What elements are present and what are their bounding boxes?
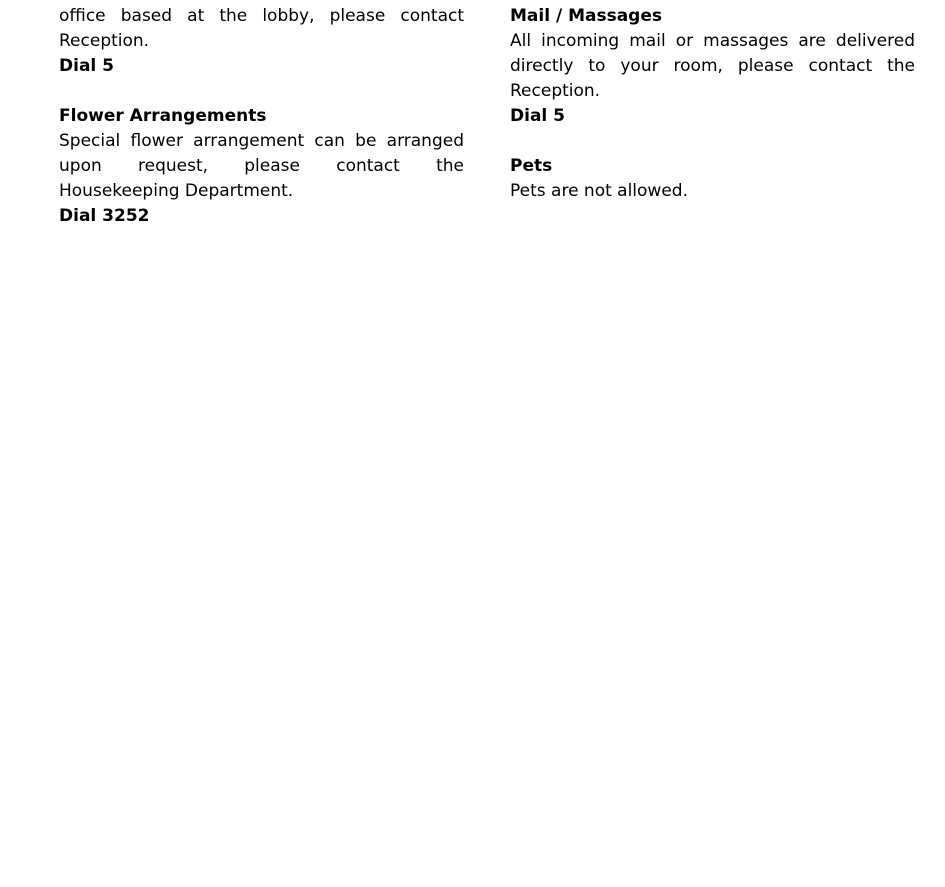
pets-text: Pets are not allowed. [510,181,688,201]
intro-dial: Dial 5 [59,56,114,76]
left-column [59,0,464,229]
cut-off-line [59,0,464,4]
mail-dial: Dial 5 [510,106,565,126]
flower-heading: Flower Arrangements [59,106,267,126]
flower-text: Special flower arrangement can be arranged upon request, please contact the Housekeeping Department. [59,131,464,201]
mail-text: All incoming mail or massages are delivered directly to your room, please contact the Reception. [510,31,915,101]
pets-heading: Pets [510,156,553,176]
mail-heading: Mail / Massages [510,6,663,26]
spacer [59,79,464,104]
right-column [510,4,915,204]
intro-text: office based at the lobby, please contact Reception. [59,6,464,51]
spacer [510,129,915,154]
flower-dial: Dial 3252 [59,206,150,226]
